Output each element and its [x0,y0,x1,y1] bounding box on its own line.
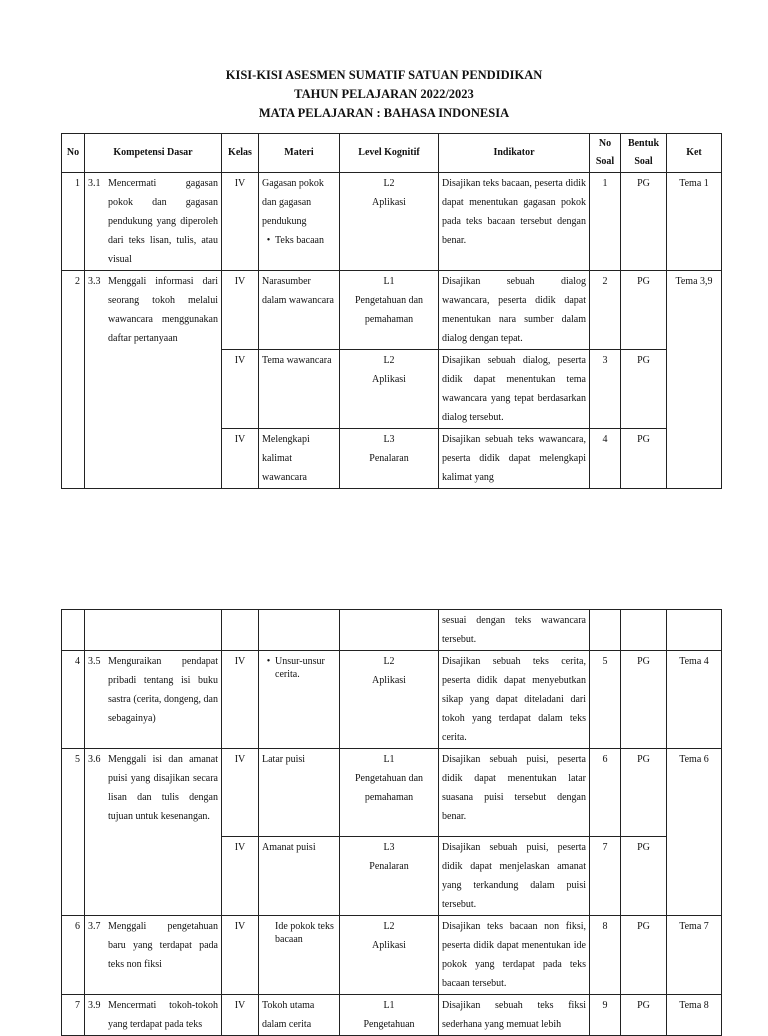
table-row [62,995,722,1036]
table-row [62,651,722,749]
no-soal-cell: 9 [590,995,621,1036]
kelas-cell: IV [222,837,259,916]
materi-cell: Ide pokok teks bacaan [259,916,340,995]
level-kognitif-cell: L2 Aplikasi [340,350,439,429]
materi-cell: Latar puisi [259,749,340,837]
bullet-icon: • [266,235,271,246]
col-level-kognitif: Level Kognitif [340,134,439,173]
kisi-kisi-table [61,133,722,489]
level-kognitif-cell: L1 Pengetahuan [340,995,439,1036]
kelas-cell: IV [222,995,259,1036]
table-row [62,610,722,651]
kelas-cell: IV [222,916,259,995]
no-soal-cell: 1 [590,173,621,271]
school-year: TAHUN PELAJARAN 2022/2023 [294,87,474,101]
level-kognitif-cell: L2 Aplikasi [340,651,439,749]
bentuk-soal-cell: PG [621,916,667,995]
ket-cell: Tema 7 [667,916,722,995]
col-indikator: Indikator [439,134,590,173]
level-kognitif-cell: L3 Penalaran [340,429,439,489]
bentuk-soal-cell: PG [621,651,667,749]
ket-cell: Tema 8 [667,995,722,1036]
materi-cell: Tema wawancara [259,350,340,429]
ket-cell: Tema 3,9 [667,271,722,489]
table-header-row [62,134,722,173]
kelas-cell: IV [222,350,259,429]
ket-cell: Tema 6 [667,749,722,916]
no-soal-cell: 4 [590,429,621,489]
bentuk-soal-cell: PG [621,350,667,429]
kisi-kisi-table-continued [61,609,722,1036]
kelas-cell: IV [222,173,259,271]
row-no: 7 [62,995,85,1036]
materi-cell: Amanat puisi [259,837,340,916]
col-no: No [62,134,85,173]
level-kognitif-cell: L3 Penalaran [340,837,439,916]
col-kelas: Kelas [222,134,259,173]
kelas-cell: IV [222,429,259,489]
indikator-cell: Disajikan sebuah teks fiksi sederhana yang memuat lebih [439,995,590,1036]
no-soal-cell: 3 [590,350,621,429]
level-kognitif-cell: L1 Pengetahuan dan pemahaman [340,749,439,837]
indikator-cell: Disajikan teks bacaan, peserta didik dapat menentukan gagasan pokok pada teks bacaan tersebut dengan benar. [439,173,590,271]
indikator-cell: Disajikan sebuah puisi, peserta didik dapat menentukan latar suasana puisi tersebut dengan benar. [439,749,590,837]
no-soal-cell: 5 [590,651,621,749]
no-soal-cell: 7 [590,837,621,916]
no-soal-cell: 2 [590,271,621,350]
kompetensi-dasar-cell: 3.9 Mencermati tokoh-tokoh yang terdapat pada teks [85,995,222,1036]
bentuk-soal-cell: PG [621,271,667,350]
bentuk-soal-cell: PG [621,837,667,916]
row-no: 4 [62,651,85,749]
materi-cell: Tokoh utama dalam cerita [259,995,340,1036]
kompetensi-dasar-cell: 3.5 Menguraikan pendapat pribadi tentang isi buku sastra (cerita, dongeng, dan sebagainya) [85,651,222,749]
bentuk-soal-cell: PG [621,749,667,837]
row-no: 6 [62,916,85,995]
kompetensi-dasar-cell: 3.1 Mencermati gagasan pokok dan gagasan pendukung yang diperoleh dari teks lisan, tulis, atau visual [85,173,222,271]
indikator-cell: Disajikan sebuah dialog wawancara, peserta didik dapat menentukan nara sumber dalam dialog dengan tepat. [439,271,590,350]
bentuk-soal-cell: PG [621,429,667,489]
kelas-cell: IV [222,749,259,837]
table-row [62,916,722,995]
no-soal-cell: 6 [590,749,621,837]
no-soal-cell: 8 [590,916,621,995]
table-row [62,749,722,837]
document-title-block [0,66,768,123]
ket-cell: Tema 4 [667,651,722,749]
kompetensi-dasar-cell: 3.3 Menggali informasi dari seorang tokoh melalui wawancara menggunakan daftar pertanyaan [85,271,222,489]
ket-cell: Tema 1 [667,173,722,271]
kelas-cell: IV [222,651,259,749]
indikator-cell: Disajikan sebuah teks wawancara, peserta didik dapat melengkapi kalimat yang [439,429,590,489]
indikator-cell: Disajikan teks bacaan non fiksi, peserta didik dapat menentukan ide pokok yang terdapat pada teks bacaan tersebut. [439,916,590,995]
bentuk-soal-cell: PG [621,995,667,1036]
col-materi: Materi [259,134,340,173]
subject: MATA PELAJARAN : BAHASA INDONESIA [258,106,510,120]
document-title: KISI-KISI ASESMEN SUMATIF SATUAN PENDIDIKAN [225,68,543,82]
materi-cell: Narasumber dalam wawancara [259,271,340,350]
indikator-cell: sesuai dengan teks wawancara tersebut. [439,610,590,651]
level-kognitif-cell: L1 Pengetahuan dan pemahaman [340,271,439,350]
row-no: 2 [62,271,85,489]
level-kognitif-cell: L2 Aplikasi [340,173,439,271]
col-no-soal: No Soal [590,134,621,173]
materi-cell: Melengkapi kalimat wawancara [259,429,340,489]
row-no: 1 [62,173,85,271]
materi-cell: • Unsur-unsur cerita. [259,651,340,749]
indikator-cell: Disajikan sebuah dialog, peserta didik dapat menentukan tema wawancara yang tepat berdasarkan dialog tersebut. [439,350,590,429]
col-ket: Ket [667,134,722,173]
col-bentuk-soal: Bentuk Soal [621,134,667,173]
table-row [62,173,722,271]
level-kognitif-cell: L2 Aplikasi [340,916,439,995]
col-kompetensi-dasar: Kompetensi Dasar [85,134,222,173]
bullet-icon: • [266,656,271,667]
row-no: 5 [62,749,85,916]
kompetensi-dasar-cell: 3.7 Menggali pengetahuan baru yang terdapat pada teks non fiksi [85,916,222,995]
indikator-cell: Disajikan sebuah teks cerita, peserta didik dapat menyebutkan sikap yang dapat diteladani dari tokoh yang terdapat dalam teks cerita. [439,651,590,749]
kompetensi-dasar-cell: 3.6 Menggali isi dan amanat puisi yang disajikan secara lisan dan tulis dengan tujuan untuk kesenangan. [85,749,222,916]
table-row [62,271,722,350]
indikator-cell: Disajikan sebuah puisi, peserta didik dapat menjelaskan amanat yang terkandung dalam puisi tersebut. [439,837,590,916]
bentuk-soal-cell: PG [621,173,667,271]
kelas-cell: IV [222,271,259,350]
materi-cell: Gagasan pokok dan gagasan pendukung • Teks bacaan [259,173,340,271]
